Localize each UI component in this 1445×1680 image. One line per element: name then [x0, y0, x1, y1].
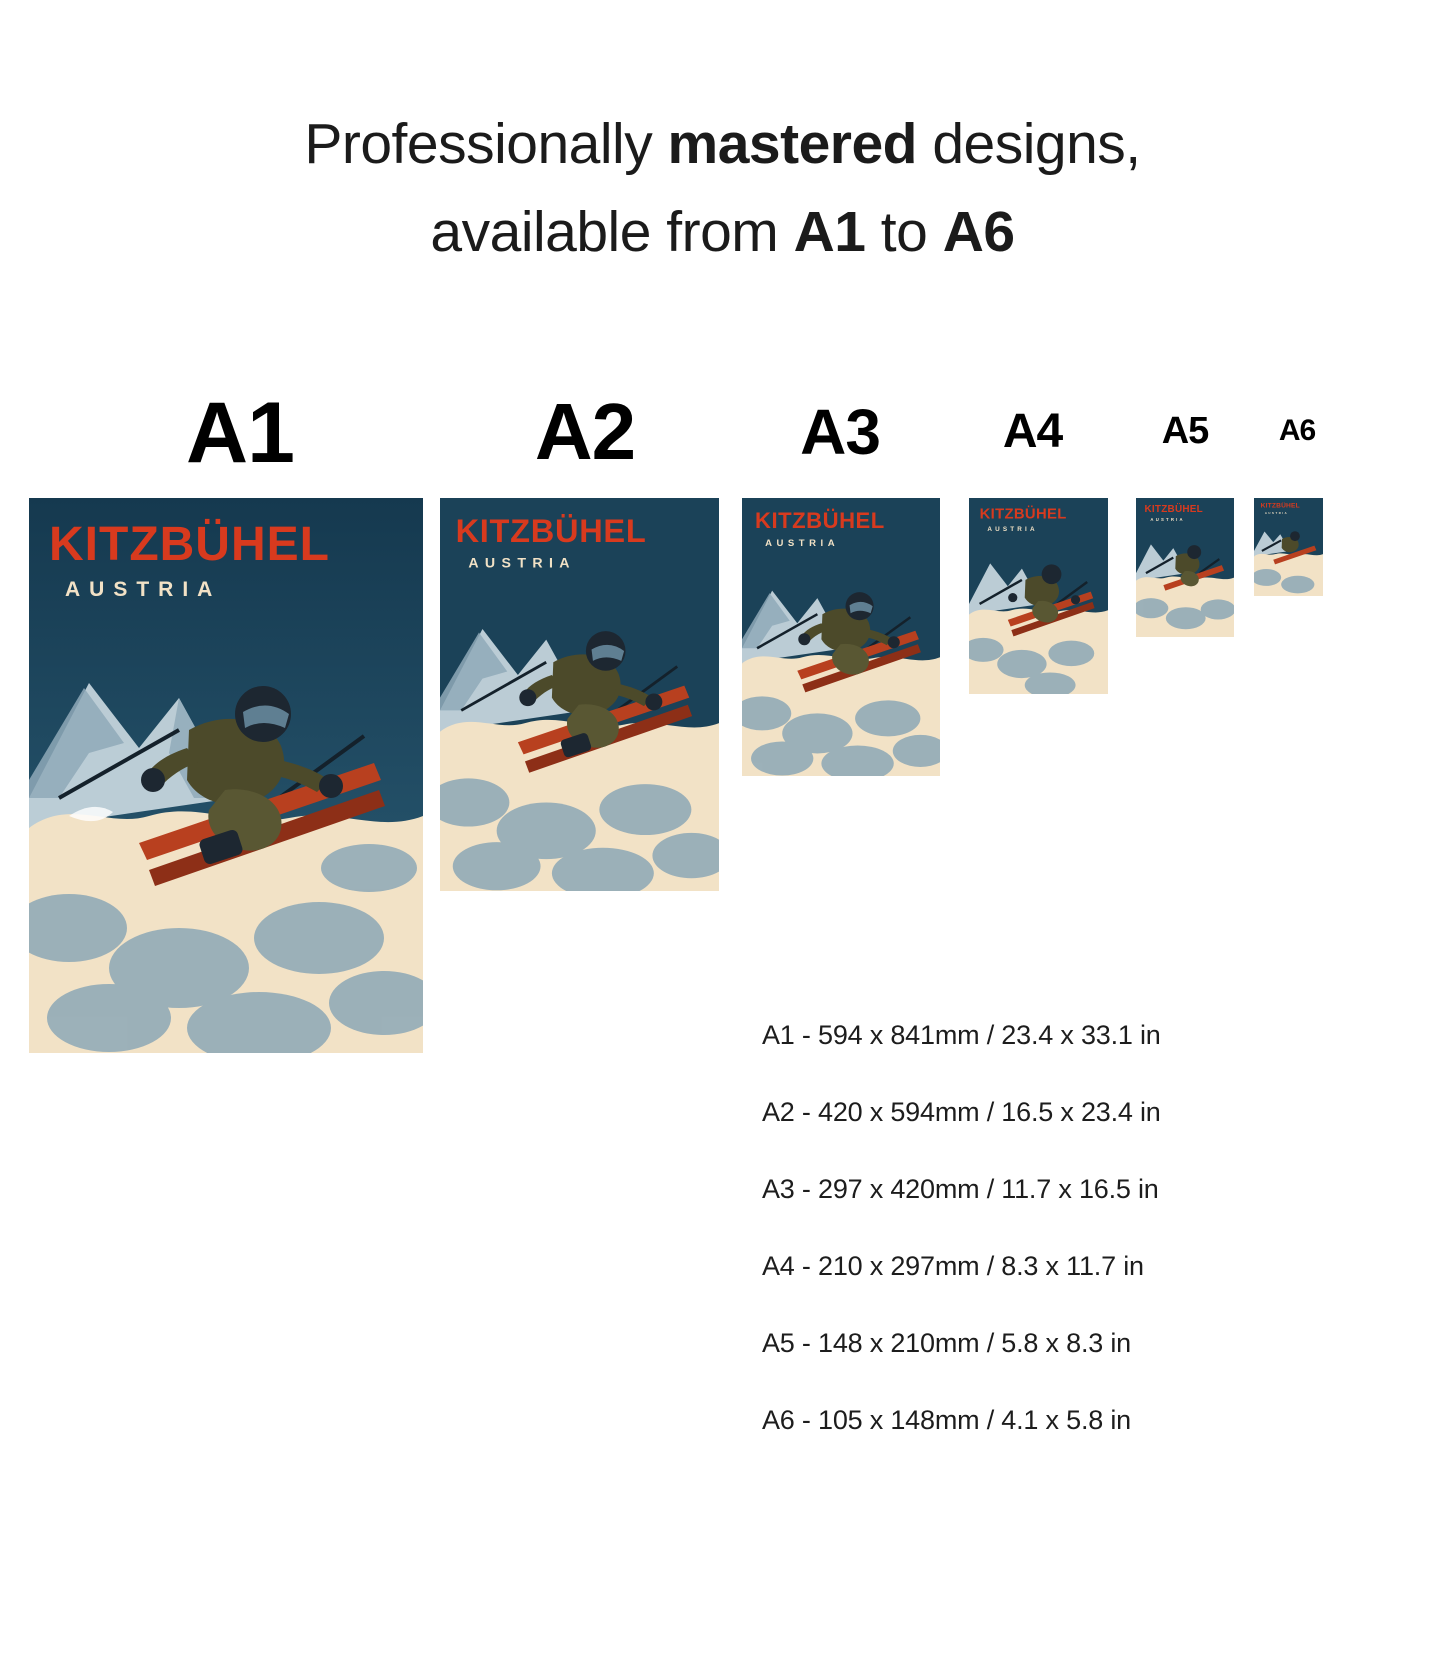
- page-title: [0, 100, 1445, 277]
- size-label-a1: A1: [186, 385, 294, 481]
- poster-artwork-a6: [1254, 498, 1323, 596]
- poster-preview-a2[interactable]: [440, 498, 719, 891]
- size-label-a4: A4: [1002, 405, 1063, 458]
- headline-line2-bold1: A1: [793, 200, 866, 265]
- svg-text:KITZBÜHEL: KITZBÜHEL: [455, 512, 647, 549]
- svg-text:AUSTRIA: AUSTRIA: [468, 555, 576, 572]
- svg-text:AUSTRIA: AUSTRIA: [987, 526, 1038, 534]
- size-label-a5: A5: [1161, 410, 1209, 452]
- dimension-row-a6: A6 - 105 x 148mm / 4.1 x 5.8 in: [762, 1405, 1131, 1435]
- svg-text:KITZBÜHEL: KITZBÜHEL: [755, 508, 885, 534]
- poster-artwork-a5: [1136, 498, 1234, 637]
- poster-artwork-a2: [440, 498, 719, 891]
- size-label-a3: A3: [800, 396, 880, 468]
- poster-artwork-a4: [969, 498, 1108, 694]
- svg-text:AUSTRIA: AUSTRIA: [1150, 517, 1185, 523]
- svg-text:AUSTRIA: AUSTRIA: [1264, 510, 1289, 515]
- svg-text:KITZBÜHEL: KITZBÜHEL: [1144, 503, 1203, 516]
- svg-text:KITZBÜHEL: KITZBÜHEL: [979, 506, 1067, 523]
- dimension-list: [762, 1022, 1402, 1484]
- svg-text:KITZBÜHEL: KITZBÜHEL: [49, 518, 330, 571]
- headline-line1-post: designs,: [917, 112, 1141, 176]
- dimension-row-a2: A2 - 420 x 594mm / 16.5 x 23.4 in: [762, 1097, 1161, 1127]
- headline-line-2: [0, 188, 1445, 276]
- dimension-row-a5: A5 - 148 x 210mm / 5.8 x 8.3 in: [762, 1328, 1131, 1358]
- dimension-row-a4: A4 - 210 x 297mm / 8.3 x 11.7 in: [762, 1251, 1144, 1281]
- poster-preview-a5[interactable]: [1136, 498, 1234, 637]
- headline-line1-bold: mastered: [667, 112, 917, 176]
- dimension-row-a3: A3 - 297 x 420mm / 11.7 x 16.5 in: [762, 1174, 1159, 1204]
- poster-preview-a4[interactable]: [969, 498, 1108, 694]
- poster-preview-a3[interactable]: [742, 498, 940, 776]
- headline-line-1: [0, 100, 1445, 188]
- poster-artwork-a1: [29, 498, 423, 1053]
- size-label-a6: A6: [1278, 414, 1316, 447]
- poster-artwork-a3: [742, 498, 940, 776]
- dimension-row-a1: A1 - 594 x 841mm / 23.4 x 33.1 in: [762, 1020, 1161, 1050]
- headline-line2-bold2: A6: [942, 200, 1015, 265]
- svg-text:AUSTRIA: AUSTRIA: [765, 538, 840, 550]
- poster-preview-a1[interactable]: [29, 498, 423, 1053]
- poster-preview-a6[interactable]: [1254, 498, 1323, 596]
- svg-text:AUSTRIA: AUSTRIA: [65, 578, 222, 601]
- size-label-a2: A2: [534, 387, 636, 476]
- headline-line2-pre: available from: [430, 200, 794, 265]
- headline-line1-pre: Professionally: [304, 112, 668, 176]
- headline-line2-mid: to: [865, 200, 943, 265]
- svg-text:KITZBÜHEL: KITZBÜHEL: [1260, 502, 1300, 510]
